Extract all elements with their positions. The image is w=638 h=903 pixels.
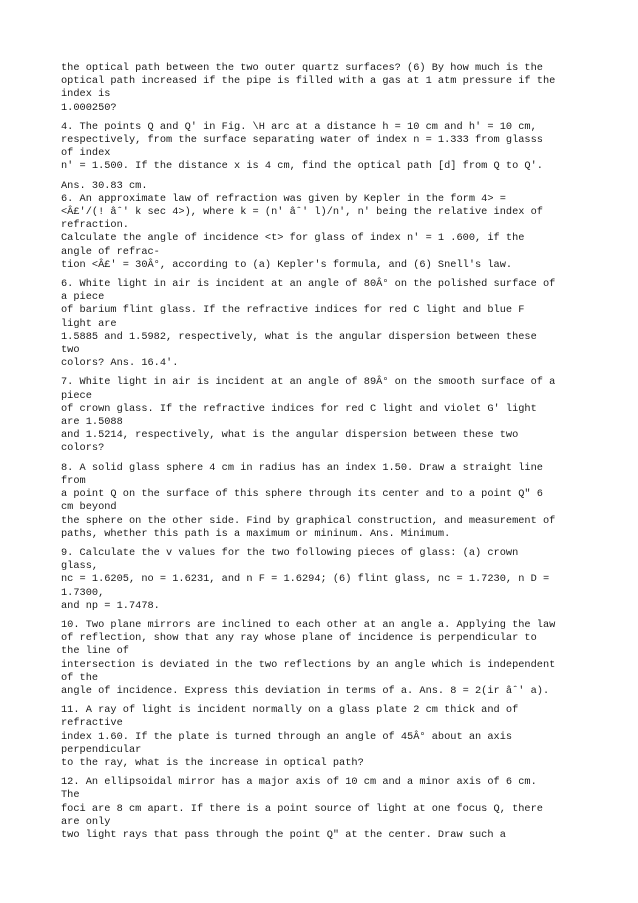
text-line: 6. White light in air is incident at an angle of 80Â° on the polished surface of bbox=[61, 278, 556, 291]
text-line: 1.5885 and 1.5982, respectively, what is the angular dispersion between these bbox=[61, 330, 537, 343]
text-line: the sphere on the other side. Find by graphical construction, and measurement of bbox=[61, 514, 556, 527]
text-line: refractive bbox=[61, 717, 123, 730]
text-line: Ans. 30.83 cm. bbox=[61, 179, 148, 192]
paragraph bbox=[61, 704, 581, 770]
text-line: refraction. bbox=[61, 219, 129, 232]
text-line: of barium flint glass. If the refractive indices for red C light and blue F bbox=[61, 304, 525, 317]
text-line: index is bbox=[61, 88, 111, 101]
text-line: light are bbox=[61, 317, 117, 330]
paragraph bbox=[61, 776, 581, 842]
text-line: piece bbox=[61, 389, 92, 402]
paragraph bbox=[61, 62, 581, 115]
text-line: <Â£'/(! âˆ' k sec 4>), where k = (n' âˆ' l)/n', n' being the relative index of bbox=[61, 206, 543, 219]
text-line: of crown glass. If the refractive indices for red C light and violet G' light bbox=[61, 402, 537, 415]
text-line: 7. White light in air is incident at an angle of 89Â° on the smooth surface of a bbox=[61, 376, 556, 389]
text-line: optical path increased if the pipe is filled with a gas at 1 atm pressure if the bbox=[61, 75, 556, 88]
text-line: are only bbox=[61, 815, 111, 828]
text-line: cm beyond bbox=[61, 501, 117, 514]
text-line: colors? Ans. 16.4'. bbox=[61, 357, 179, 370]
text-line: 4. The points Q and Q' in Fig. \H arc at a distance h = 10 cm and h' = 10 cm, bbox=[61, 120, 537, 133]
text-line: 12. An ellipsoidal mirror has a major axis of 10 cm and a minor axis of 6 cm. bbox=[61, 776, 537, 789]
text-line: colors? bbox=[61, 442, 105, 455]
text-line: to the ray, what is the increase in optical path? bbox=[61, 756, 364, 769]
text-line: 10. Two plane mirrors are inclined to each other at an angle a. Applying the law bbox=[61, 618, 556, 631]
text-line: angle of refrac- bbox=[61, 245, 160, 258]
paragraph bbox=[61, 121, 581, 174]
text-line: n' = 1.500. If the distance x is 4 cm, find the optical path [d] from Q to Q'. bbox=[61, 160, 543, 173]
text-line: glass, bbox=[61, 560, 99, 573]
text-line: perpendicular bbox=[61, 743, 142, 756]
text-line: of the bbox=[61, 671, 99, 684]
text-line: tion <Â£' = 30Â°, according to (a) Kepler's formula, and (6) Snell's law. bbox=[61, 258, 513, 271]
text-line: of reflection, show that any ray whose plane of incidence is perpendicular to bbox=[61, 632, 537, 645]
text-line: a point Q on the surface of this sphere through its center and to a point Q" 6 bbox=[61, 488, 543, 501]
text-line: paths, whether this path is a maximum or mininum. Ans. Minimum. bbox=[61, 527, 451, 540]
text-line: 8. A solid glass sphere 4 cm in radius has an index 1.50. Draw a straight line bbox=[61, 461, 543, 474]
text-line: and 1.5214, respectively, what is the angular dispersion between these two bbox=[61, 429, 519, 442]
paragraph bbox=[61, 619, 581, 698]
text-line: 11. A ray of light is incident normally on a glass plate 2 cm thick and of bbox=[61, 704, 519, 717]
text-line: 1.7300, bbox=[61, 586, 105, 599]
text-line: nc = 1.6205, no = 1.6231, and n F = 1.6294; (6) flint glass, nc = 1.7230, n D = bbox=[61, 573, 550, 586]
text-line: intersection is deviated in the two reflections by an angle which is independent bbox=[61, 658, 556, 671]
text-line: 1.000250? bbox=[61, 101, 117, 114]
text-line: two light rays that pass through the point Q" at the center. Draw such a bbox=[61, 828, 506, 841]
text-line: the line of bbox=[61, 645, 129, 658]
text-line: and np = 1.7478. bbox=[61, 599, 160, 612]
text-line: from bbox=[61, 474, 86, 487]
text-line: The bbox=[61, 789, 80, 802]
paragraph bbox=[61, 180, 581, 272]
paragraph bbox=[61, 376, 581, 455]
text-line: respectively, from the surface separating water of index n = 1.333 from glasss bbox=[61, 134, 543, 147]
paragraph bbox=[61, 547, 581, 613]
document-body bbox=[61, 62, 581, 848]
text-line: two bbox=[61, 344, 80, 357]
text-line: the optical path between the two outer quartz surfaces? (6) By how much is the bbox=[61, 62, 543, 74]
text-line: foci are 8 cm apart. If there is a point source of light at one focus Q, there bbox=[61, 802, 543, 815]
text-line: Calculate the angle of incidence <t> for glass of index n' = 1 .600, if the bbox=[61, 232, 525, 245]
paragraph bbox=[61, 278, 581, 370]
text-line: 6. An approximate law of refraction was given by Kepler in the form 4> = bbox=[61, 192, 506, 205]
text-line: of index bbox=[61, 147, 111, 160]
text-line: angle of incidence. Express this deviation in terms of a. Ans. 8 = 2(ir âˆ' a). bbox=[61, 684, 550, 697]
text-line: index 1.60. If the plate is turned through an angle of 45Â° about an axis bbox=[61, 730, 513, 743]
text-line: are 1.5088 bbox=[61, 416, 123, 429]
paragraph bbox=[61, 462, 581, 541]
text-line: a piece bbox=[61, 291, 105, 304]
text-line: 9. Calculate the v values for the two following pieces of glass: (a) crown bbox=[61, 546, 519, 559]
